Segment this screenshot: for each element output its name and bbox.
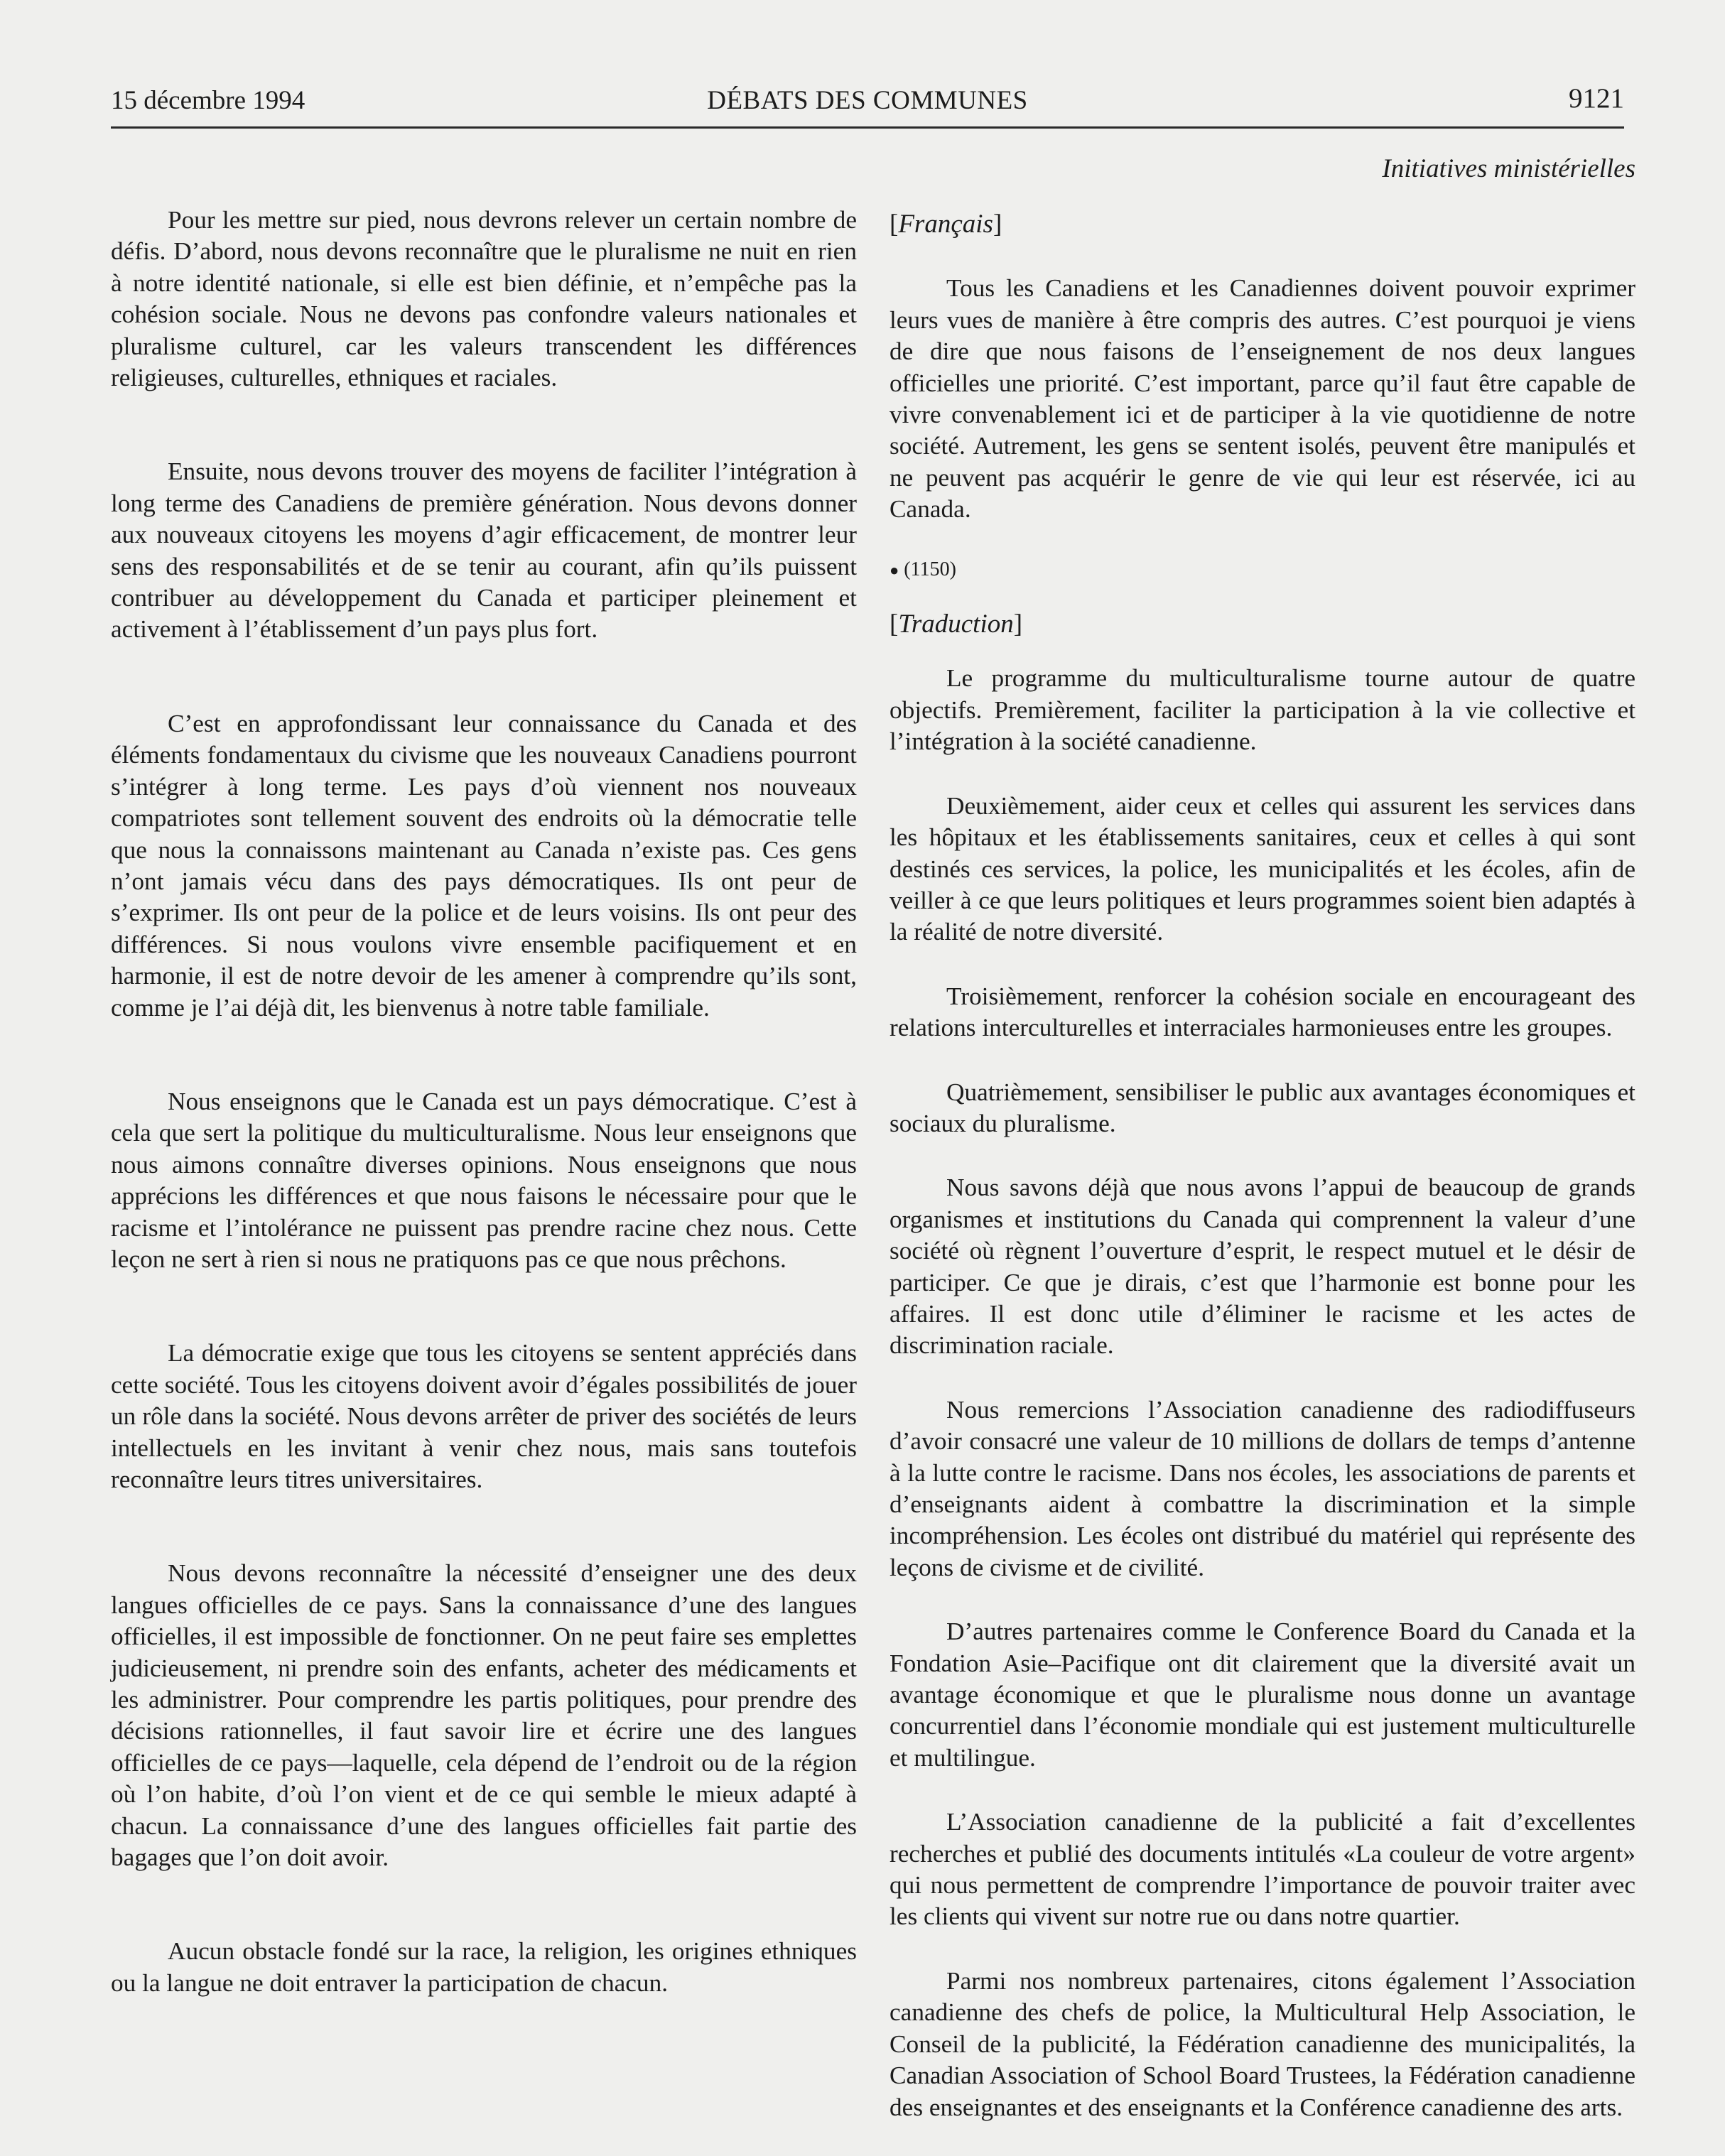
right-column: [889, 156, 1635, 2156]
paragraph: Pour les mettre sur pied, nous devrons relever un certain nombre de défis. D’abord, nous devons reconnaître que le pluralisme ne nuit en rien à notre identité nationale, si elle est bien définie, et n’empêche pas la cohésion sociale. Nous ne devons pas confondre valeurs nationales et pluralisme culturel, car les valeurs transcendent les différences religieuses, culturelles, ethniques et raciales.: [111, 206, 857, 392]
language-tag-label: Traduction: [898, 610, 1014, 639]
bullet-icon: ●: [889, 560, 899, 579]
paragraph: Quatrièmement, sensibiliser le public aux avantages économiques et sociaux du pluralisme.: [889, 1078, 1635, 1137]
paragraph: Nous enseignons que le Canada est un pays démocratique. C’est à cela que sert la politique du multiculturalisme. Nous leur enseignons que nous aimons connaître diverses opinions. Nous enseignons que nous apprécions les différences et que nous faisons le nécessaire pour que le racisme et l’intolérance ne puissent pas prendre racine chez nous. Cette leçon ne sert à rien si nous ne pratiquons pas ce que nous prêchons.: [111, 1087, 857, 1273]
paragraph: Aucun obstacle fondé sur la race, la religion, les origines ethniques ou la langue ne doit entraver la participation de chacun.: [111, 1937, 857, 1997]
paragraph: Deuxièmement, aider ceux et celles qui assurent les services dans les hôpitaux et les établissements sanitaires, ceux et celles à qui sont destinés ces services, la police, les municipalités et les écoles, afin de veiller à ce que leurs politiques et leurs programmes soient bien adaptés à la réalité de notre diversité.: [889, 791, 1635, 946]
language-tag-french: [Français]: [889, 210, 1002, 239]
paragraph: D’autres partenaires comme le Conference Board du Canada et la Fondation Asie–Pacifique ont dit clairement que la diversité avait un avantage économique et que le pluralisme nous donne un avantage concurrentiel dans l’économie mondiale qui est justement multiculturelle et multilingue.: [889, 1618, 1635, 1772]
time-marker: [889, 554, 1635, 586]
paragraph: Ensuite, nous devons trouver des moyens de faciliter l’intégration à long terme des Canadiens de première génération. Nous devons donner aux nouveaux citoyens les moyens d’agir efficacement, de montrer leur sens des responsabilités et de se tenir au courant, afin qu’ils puissent contribuer au développement du Canada et participer pleinement et activement à l’établissement d’un pays plus fort.: [111, 457, 857, 644]
language-tag-label: Français: [898, 210, 993, 239]
left-column: [111, 205, 857, 2062]
section-heading: Initiatives ministérielles: [1382, 154, 1635, 183]
time-marker-text: (1150): [904, 558, 956, 580]
paragraph: Nous devons reconnaître la nécessité d’enseigner une des deux langues officielles de ce pays. Sans la connaissance d’une des langues officielles, il est impossible de fonctionner. On ne peut faire ses emplettes judicieusement, ni prendre soin des enfants, acheter des médicaments et les administrer. Pour comprendre les partis politiques, pour prendre des décisions rationnelles, il faut savoir lire et écrire une des langues officielles de ce pays—laquelle, cela dépend de l’endroit ou de la région où l’on habite, d’où l’on vient et de ce qui semble le mieux adapté à chacun. La connaissance d’une des langues officielles fait partie des bagages que l’on doit avoir.: [111, 1559, 857, 1872]
paragraph: Tous les Canadiens et les Canadiennes doivent pouvoir exprimer leurs vues de manière à être compris des autres. C’est pourquoi je viens de dire que nous faisons de l’enseignement de nos deux langues officielles une priorité. C’est important, parce qu’il faut être capable de vivre convenablement ici et de participer à la vie quotidienne de notre société. Autrement, les gens se sentent isolés, peuvent être manipulés et ne peuvent pas acquérir le genre de vie qui leur est réservée, ici au Canada.: [889, 274, 1635, 524]
header-date: 15 décembre 1994: [111, 86, 305, 115]
paragraph: Nous savons déjà que nous avons l’appui de beaucoup de grands organismes et institutions du Canada qui comprennent la valeur d’une société où règnent l’ouverture d’esprit, le respect mutuel et le désir de participer. Ce que je dirais, c’est que l’harmonie est bonne pour les affaires. Il est donc utile d’éliminer le racisme et les actes de discrimination raciale.: [889, 1174, 1635, 1360]
page-header: [111, 77, 1624, 129]
paragraph: C’est en approfondissant leur connaissance du Canada et des éléments fondamentaux du civisme que les nouveaux Canadiens pourront s’intégrer à long terme. Les pays d’où viennent nos nouveaux compatriotes sont tellement souvent des endroits où la démocratie telle que nous la connaissons maintenant au Canada n’existe pas. Ces gens n’ont jamais vécu dans des pays démocratiques. Ils ont peur de s’exprimer. Ils ont peur de la police et de leurs voisins. Ils ont peur des différences. Si nous voulons vivre ensemble pacifiquement et en harmonie, il est de notre devoir de les amener à comprendre qu’ils sont, comme je l’ai déjà dit, les bienvenus à notre table familiale.: [111, 709, 857, 1022]
page-number: 9121: [1569, 83, 1624, 114]
paragraph: Troisièmement, renforcer la cohésion sociale en encourageant des relations interculturelles et interraciales harmonieuses entre les groupes.: [889, 982, 1635, 1042]
paragraph: Nous remercions l’Association canadienne des radiodiffuseurs d’avoir consacré une valeur de 10 millions de dollars de temps d’antenne à la lutte contre le racisme. Dans nos écoles, les associations de parents et d’enseignants aident à combattre la discrimination et la simple incompréhension. Les écoles ont distribué du matériel qui représente des leçons de civisme et de civilité.: [889, 1395, 1635, 1581]
paragraph: Parmi nos nombreux partenaires, citons également l’Association canadienne des chefs de police, la Multicultural Help Association, le Conseil de la publicité, la Fédération canadienne des municipalités, la Canadian Association of School Board Trustees, la Fédération canadienne des enseignantes et des enseignants et la Conférence canadienne des arts.: [889, 1966, 1635, 2121]
header-title: DÉBATS DES COMMUNES: [707, 86, 1028, 115]
paragraph: La démocratie exige que tous les citoyens se sentent appréciés dans cette société. Tous les citoyens doivent avoir d’égales possibilités de jouer un rôle dans la société. Nous devons arrêter de priver des sociétés de leurs intellectuels en les invitant à venir chez nous, mais sans toutefois reconnaître leurs titres universitaires.: [111, 1339, 857, 1493]
paragraph: Le programme du multiculturalisme tourne autour de quatre objectifs. Premièrement, faciliter la participation à la vie collective et l’intégration à la société canadienne.: [889, 664, 1635, 756]
language-tag-translation: [Traduction]: [889, 610, 1023, 639]
paragraph: L’Association canadienne de la publicité a fait d’excellentes recherches et publié des documents intitulés «La couleur de votre argent» qui nous permettent de comprendre l’importance de pouvoir traiter avec les clients qui vivent sur notre rue ou dans notre quartier.: [889, 1808, 1635, 1931]
